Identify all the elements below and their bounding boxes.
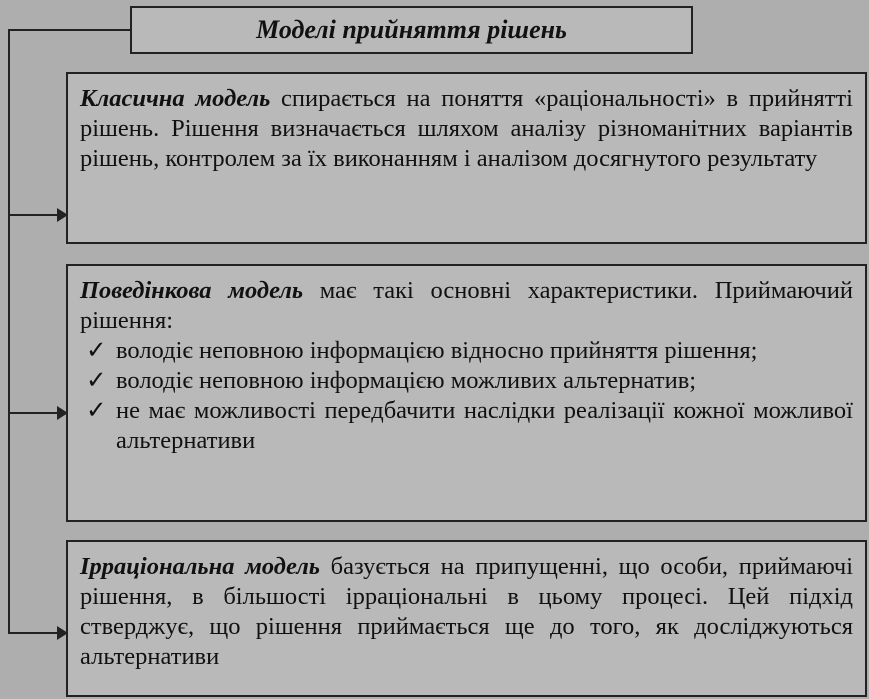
arrow-to-behavioral-model [8, 412, 58, 414]
list-item-text: володіє неповною інформацією відносно прийняття рішення; [116, 337, 758, 364]
connector-line-top [8, 29, 130, 31]
arrow-to-irrational-model [8, 632, 58, 634]
list-item [80, 366, 853, 396]
connector-line-vertical [8, 30, 10, 633]
checkmark-icon: ✓ [86, 367, 107, 394]
classic-model-term: Класична модель [80, 85, 271, 112]
list-item-text: володіє неповною інформацією можливих альтернатив; [116, 367, 697, 394]
list-item-text: не має можливості передбачити наслідки реалізації кожної можливої альтернативи [116, 397, 853, 454]
behavioral-model-description: має такі основні характеристики. Приймаючий рішення: [80, 277, 853, 334]
classic-model-box [66, 72, 867, 244]
irrational-model-description: базується на припущенні, що особи, приймаючі рішення, в більшості ірраціональні в цьому процесі. Цей підхід стверджує, що рішення приймається ще до того, як досліджуються альтернативи [80, 553, 853, 670]
checkmark-icon: ✓ [86, 397, 107, 424]
classic-model-description: спирається на поняття «раціональності» в прийнятті рішень. Рішення визначається шляхом аналізу різноманітних варіантів рішень, контролем за їх виконанням і аналізом досягнутого результату [80, 85, 853, 172]
behavioral-characteristics-list [80, 336, 853, 456]
diagram-title: Моделі прийняття рішень [256, 15, 567, 44]
list-item [80, 336, 853, 366]
behavioral-model-intro [80, 276, 853, 336]
behavioral-model-term: Поведінкова модель [80, 277, 304, 304]
irrational-model-term: Ірраціональна модель [80, 553, 320, 580]
diagram-title-box [130, 6, 693, 54]
irrational-model-box [66, 540, 867, 697]
behavioral-model-box [66, 264, 867, 522]
checkmark-icon: ✓ [86, 337, 107, 364]
arrow-to-classic-model [8, 214, 58, 216]
list-item [80, 396, 853, 456]
